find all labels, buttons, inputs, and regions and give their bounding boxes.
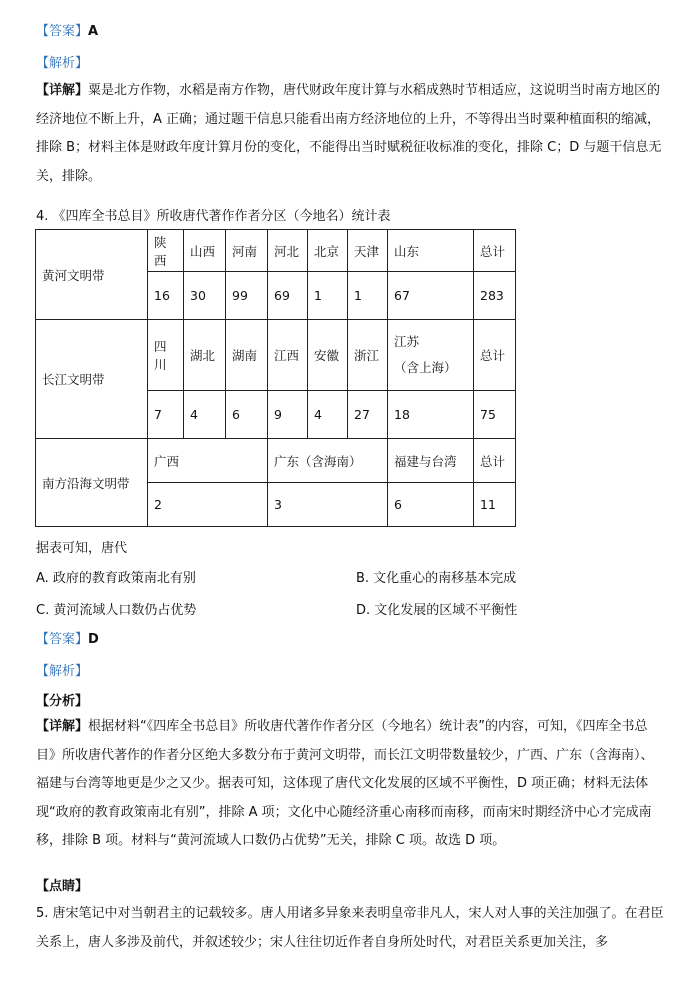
region-cell: 四川 — [148, 320, 184, 391]
q3-detail — [36, 77, 666, 191]
count-cell: 2 — [148, 483, 268, 527]
region-cell: 陕西 — [148, 230, 184, 272]
option-d: D. 文化发展的区域不平衡性 — [356, 603, 518, 618]
q3-answer-value: A — [88, 24, 99, 39]
q4-fenxi-label: 【分析】 — [36, 694, 89, 709]
option-b: B. 文化重心的南移基本完成 — [356, 571, 517, 586]
total-cell: 11 — [474, 483, 516, 527]
q4-analysis-label: 【解析】 — [36, 664, 89, 679]
q4-answer-line — [36, 628, 99, 647]
region-cell: 湖南 — [226, 320, 268, 391]
count-cell: 99 — [226, 272, 268, 320]
region-cell: 广东（含海南） — [268, 439, 388, 483]
count-cell: 30 — [184, 272, 226, 320]
region-cell: 江苏 （含上海） — [388, 320, 474, 391]
region-cell: 河北 — [268, 230, 308, 272]
count-cell: 18 — [388, 391, 474, 439]
q3-answer-line — [36, 20, 98, 39]
count-cell: 9 — [268, 391, 308, 439]
q4-title: 4. 《四库全书总目》所收唐代著作作者分区（今地名）统计表 — [36, 209, 391, 224]
option-c: C. 黄河流域人口数仍占优势 — [36, 603, 197, 618]
total-label-cell: 总计 — [474, 230, 516, 272]
q3-detail-text: 粟是北方作物，水稻是南方作物，唐代财政年度计算与水稻成熟时节相适应，这说明当时南方地区的经济地位不断上升，A 正确；通过题干信息只能看出南方经济地位的上升，不等得出当时粟种植面积的缩减，排除 B；材料主体是财政年度计算月份的变化，不能得出当时赋税征收标准的变化，排除 C；D 与题干信息无关，排除。 — [36, 83, 662, 184]
count-cell: 16 — [148, 272, 184, 320]
region-cell: 河南 — [226, 230, 268, 272]
count-cell: 27 — [348, 391, 388, 439]
q4-answer-value: D — [88, 632, 99, 647]
region-cell: 广西 — [148, 439, 268, 483]
q3-analysis-label: 【解析】 — [36, 56, 89, 71]
count-cell: 1 — [348, 272, 388, 320]
yellow-river-label: 黄河文明带 — [36, 230, 148, 320]
q3-answer-label: 【答案】 — [36, 24, 89, 39]
count-cell: 7 — [148, 391, 184, 439]
region-cell: 福建与台湾 — [388, 439, 474, 483]
q4-stem: 据表可知，唐代 — [36, 541, 128, 556]
region-cell: 天津 — [348, 230, 388, 272]
total-label-cell: 总计 — [474, 320, 516, 391]
q4-detail-text: 根据材料“《四库全书总目》所收唐代著作作者分区（今地名）统计表”的内容，可知，《四库全书总目》所收唐代著作的作者分区绝大多数分布于黄河文明带，而长江文明带数量较少，广西、广东（含海南）、福建与台湾等地更是少之又少。据表可知，这体现了唐代文化发展的区域不平衡性，D 项正确；材料无法体现“政府的教育政策南北有别”，排除 A 项；文化中心随经济重心南移而南移，而南宋时期经济中心才完成南移，排除 B 项。材料与“黄河流域人口数仍占优势”无关，排除 C 项。故选 D 项。 — [36, 719, 654, 849]
q4-detail — [36, 713, 666, 856]
total-label-cell: 总计 — [474, 439, 516, 483]
count-cell: 4 — [184, 391, 226, 439]
count-cell: 6 — [226, 391, 268, 439]
total-cell: 75 — [474, 391, 516, 439]
count-cell: 3 — [268, 483, 388, 527]
region-cell: 山东 — [388, 230, 474, 272]
region-cell: 江西 — [268, 320, 308, 391]
count-cell: 4 — [308, 391, 348, 439]
q3-detail-label: 【详解】 — [36, 83, 89, 98]
region-cell: 北京 — [308, 230, 348, 272]
q4-stats-table — [35, 229, 516, 527]
region-cell: 山西 — [184, 230, 226, 272]
region-cell: 浙江 — [348, 320, 388, 391]
q5-text: 5. 唐宋笔记中对当朝君主的记载较多。唐人用诸多异象来表明皇帝非凡人，宋人对人事的关注加强了。在君臣关系上，唐人多涉及前代，并叙述较少；宋人往往切近作者自身所处时代，对君臣关系更加关注，多 — [36, 906, 664, 950]
yangtze-label: 长江文明带 — [36, 320, 148, 439]
count-cell: 1 — [308, 272, 348, 320]
count-cell: 6 — [388, 483, 474, 527]
option-a: A. 政府的教育政策南北有别 — [36, 571, 196, 586]
q4-dianjing-label: 【点睛】 — [36, 879, 89, 894]
q4-detail-label: 【详解】 — [36, 719, 89, 734]
total-cell: 283 — [474, 272, 516, 320]
region-cell: 安徽 — [308, 320, 348, 391]
count-cell: 69 — [268, 272, 308, 320]
count-cell: 67 — [388, 272, 474, 320]
q4-answer-label: 【答案】 — [36, 632, 89, 647]
south-coast-label: 南方沿海文明带 — [36, 439, 148, 527]
region-cell: 湖北 — [184, 320, 226, 391]
